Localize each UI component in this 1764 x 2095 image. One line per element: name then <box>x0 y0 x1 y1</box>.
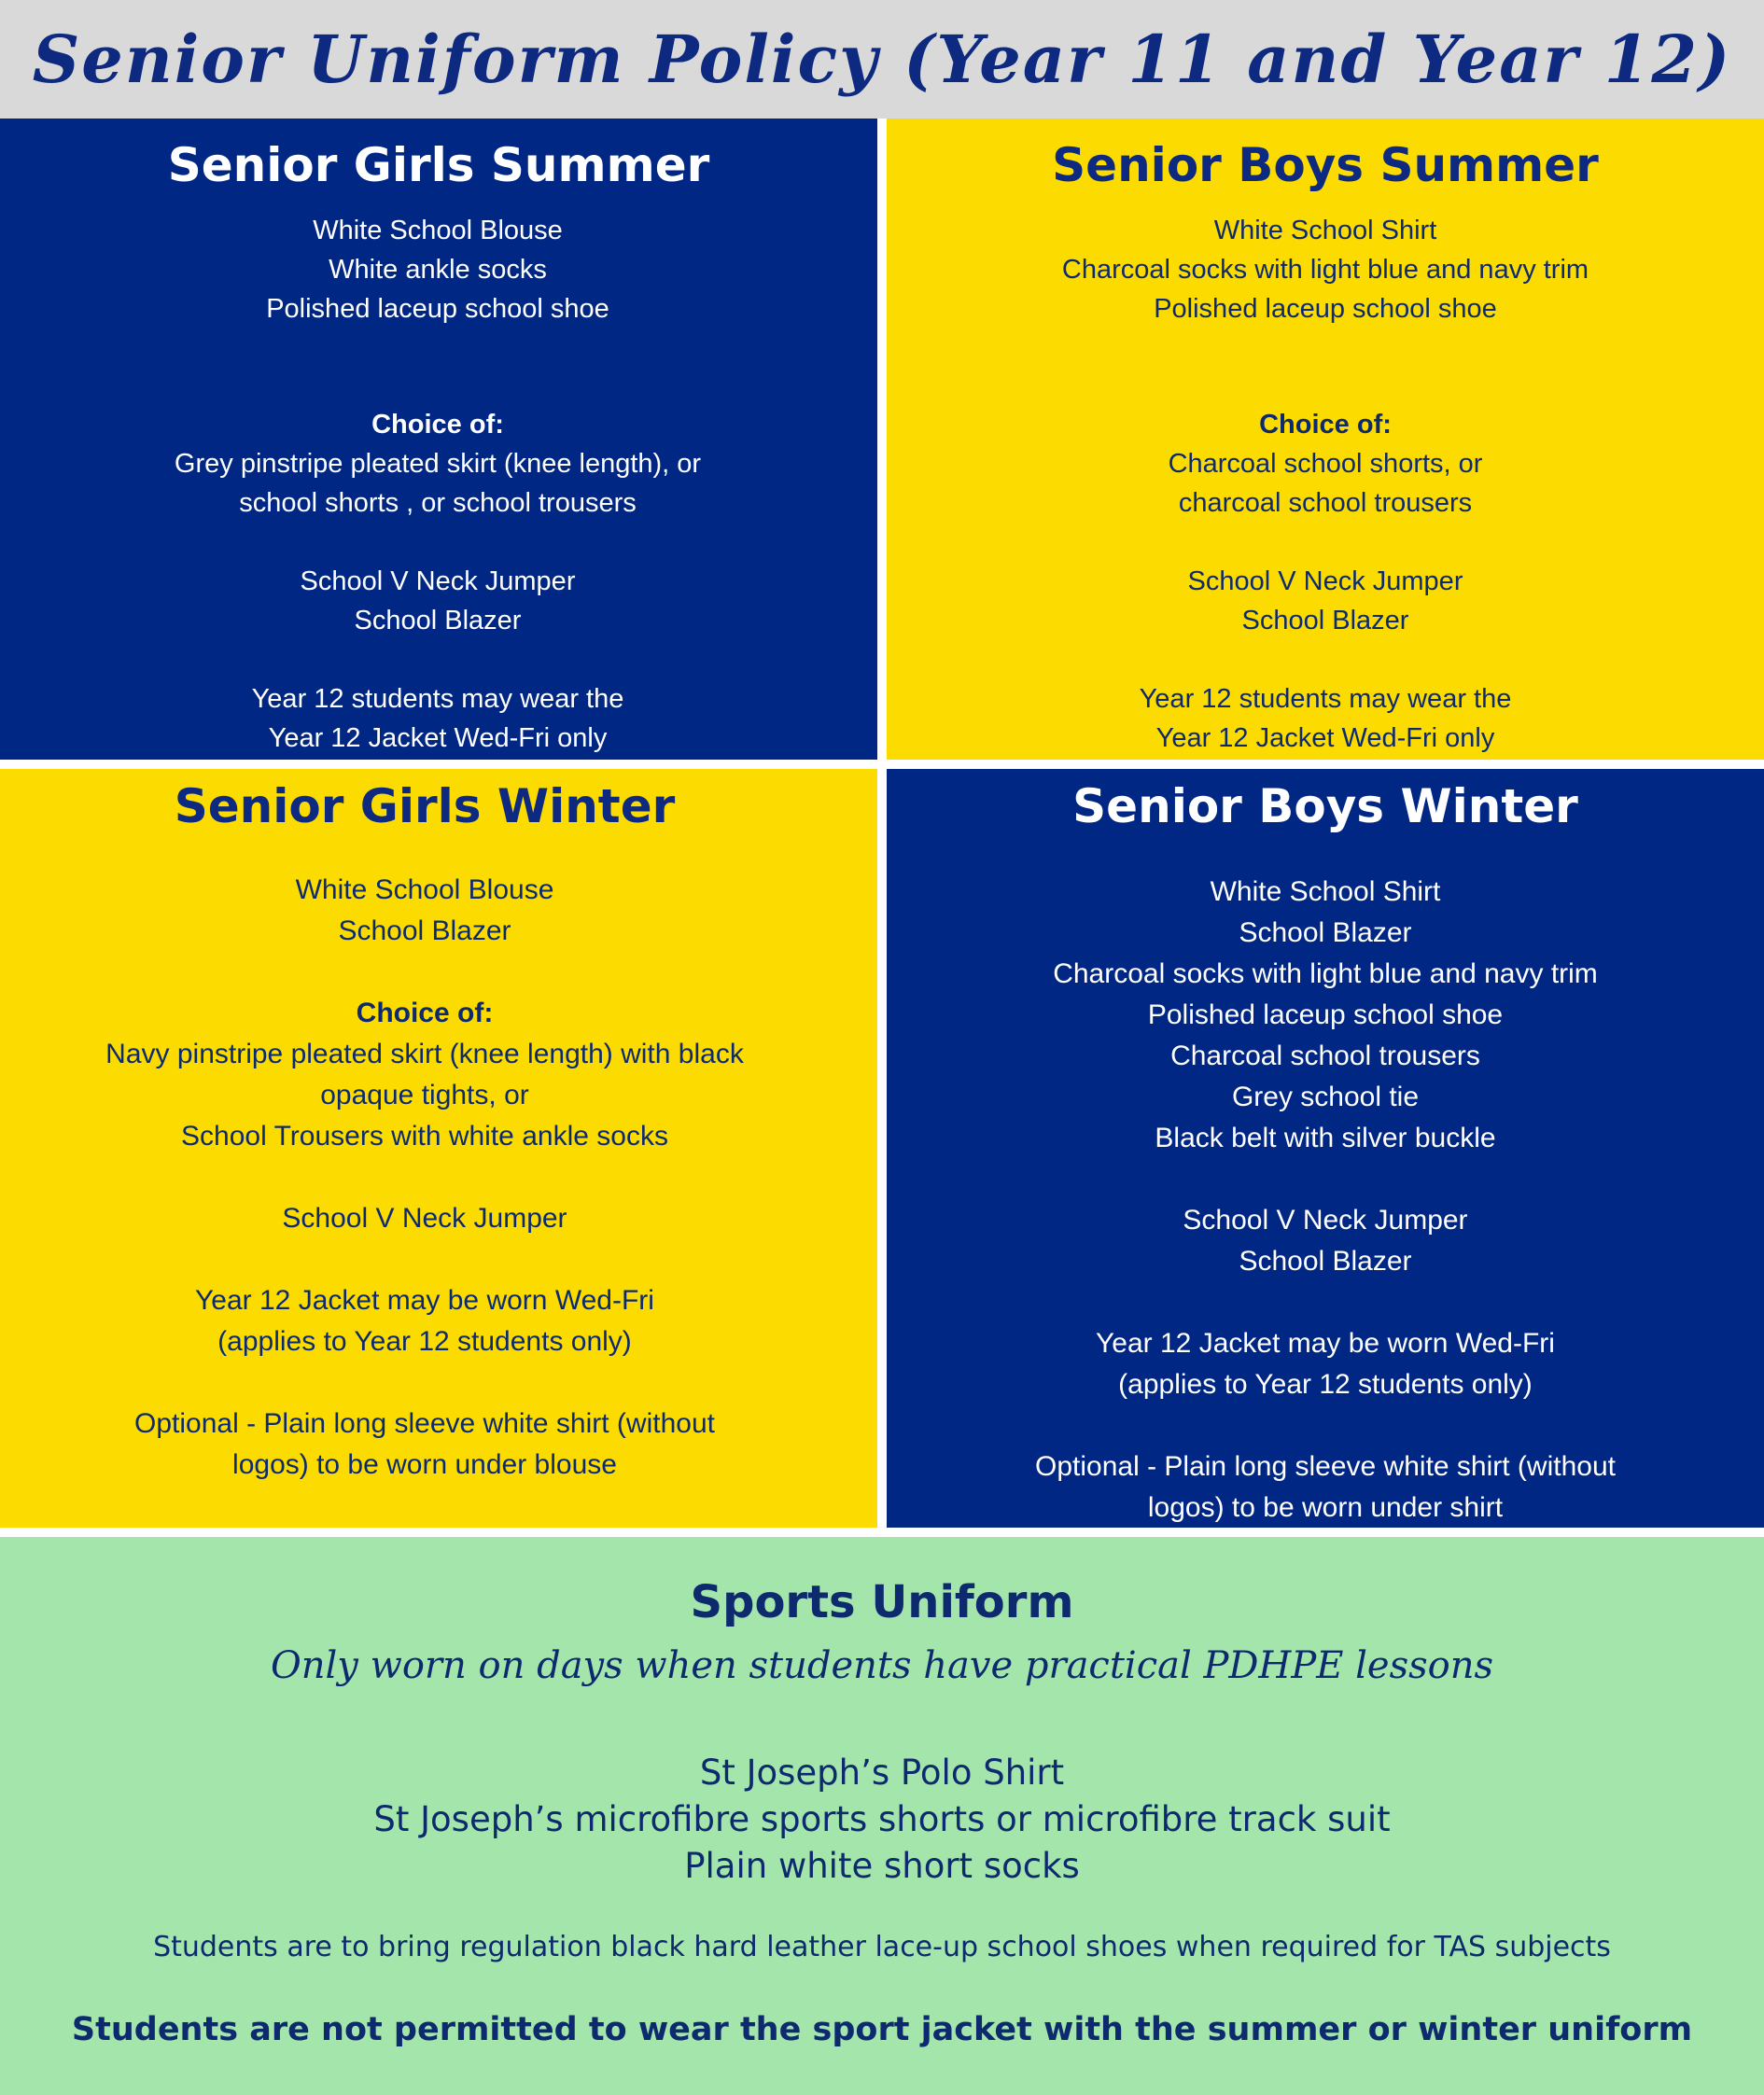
boys-summer-title: Senior Boys Summer <box>1052 138 1599 192</box>
jacket-note: (applies to Year 12 students only) <box>217 1326 632 1357</box>
sports-title: Sports Uniform <box>690 1576 1074 1628</box>
list-item: Grey pinstripe pleated skirt (knee length), or <box>174 449 702 479</box>
sports-list <box>0 1750 1764 1890</box>
choice-label: Choice of: <box>371 410 504 440</box>
list-item: Grey school tie <box>1231 1082 1420 1112</box>
optional-note: logos) to be worn under shirt <box>1147 1492 1504 1523</box>
list-item: Charcoal socks with light blue and navy trim <box>1053 958 1598 989</box>
sports-uniform-panel <box>0 1537 1764 2095</box>
list-item: School Blazer <box>354 606 522 635</box>
list-item: St Joseph’s microfibre sports shorts or microfibre track suit <box>373 1799 1391 1839</box>
boys-summer-panel <box>887 119 1764 760</box>
list-item: Navy pinstripe pleated skirt (knee length) with black <box>105 1039 744 1069</box>
girls-summer-title: Senior Girls Summer <box>167 138 710 192</box>
girls-winter-list <box>0 870 877 1486</box>
list-item: School V Neck Jumper <box>300 566 576 596</box>
list-item: Polished laceup school shoe <box>1147 999 1504 1030</box>
list-item: Charcoal school trousers <box>1170 1041 1480 1071</box>
sports-warning: Students are not permitted to wear the sport jacket with the summer or winter uniform <box>71 2011 1693 2048</box>
list-item: opaque tights, or <box>320 1080 529 1110</box>
sports-subtitle: Only worn on days when students have practical PDHPE lessons <box>270 1644 1494 1687</box>
header-banner <box>0 0 1764 119</box>
boys-winter-title: Senior Boys Winter <box>1072 779 1578 833</box>
list-item: School Blazer <box>1239 1246 1412 1277</box>
list-item: School V Neck Jumper <box>1187 566 1463 596</box>
optional-note: Optional - Plain long sleeve white shirt (without <box>134 1408 715 1439</box>
girls-summer-panel <box>0 119 877 760</box>
choice-label: Choice of: <box>356 998 494 1028</box>
optional-note: Optional - Plain long sleeve white shirt (without <box>1035 1451 1616 1482</box>
page-title: Senior Uniform Policy (Year 11 and Year 12) <box>32 21 1732 98</box>
list-item: White School Shirt <box>1210 876 1441 907</box>
list-item: charcoal school trousers <box>1178 488 1473 518</box>
jacket-note: Year 12 students may wear the <box>1139 684 1512 714</box>
list-item: White School Blouse <box>295 874 554 905</box>
girls-winter-title: Senior Girls Winter <box>174 779 676 833</box>
list-item: Charcoal socks with light blue and navy trim <box>1061 255 1589 285</box>
boys-winter-panel <box>887 769 1764 1528</box>
list-item: White School Blouse <box>313 216 563 245</box>
list-item: Black belt with silver buckle <box>1155 1123 1496 1153</box>
list-item: Plain white short socks <box>684 1846 1080 1886</box>
boys-summer-list <box>887 211 1764 758</box>
list-item: Polished laceup school shoe <box>266 294 609 324</box>
jacket-note: (applies to Year 12 students only) <box>1118 1369 1533 1400</box>
girls-winter-panel <box>0 769 877 1528</box>
list-item: St Joseph’s Polo Shirt <box>699 1753 1065 1793</box>
list-item: White School Shirt <box>1213 216 1437 245</box>
list-item: Polished laceup school shoe <box>1154 294 1497 324</box>
list-item: School Blazer <box>1239 917 1412 948</box>
list-item: School V Neck Jumper <box>1183 1205 1468 1236</box>
list-item: White ankle socks <box>329 255 547 285</box>
list-item: School Blazer <box>1241 606 1409 635</box>
jacket-note: Year 12 students may wear the <box>251 684 624 714</box>
list-item: Charcoal school shorts, or <box>1168 449 1483 479</box>
list-item: school shorts , or school trousers <box>239 488 637 518</box>
girls-summer-list <box>0 211 877 758</box>
optional-note: logos) to be worn under blouse <box>232 1449 617 1480</box>
jacket-note: Year 12 Jacket Wed-Fri only <box>268 723 608 753</box>
boys-winter-list <box>887 872 1764 1528</box>
list-item: School Trousers with white ankle socks <box>181 1121 668 1152</box>
jacket-note: Year 12 Jacket may be worn Wed-Fri <box>195 1285 654 1316</box>
choice-label: Choice of: <box>1259 410 1392 440</box>
list-item: School V Neck Jumper <box>282 1203 567 1234</box>
jacket-note: Year 12 Jacket Wed-Fri only <box>1155 723 1495 753</box>
sports-note: Students are to bring regulation black hard leather lace-up school shoes when required for TAS subjects <box>153 1931 1611 1963</box>
list-item: School Blazer <box>338 915 511 946</box>
jacket-note: Year 12 Jacket may be worn Wed-Fri <box>1096 1328 1555 1359</box>
